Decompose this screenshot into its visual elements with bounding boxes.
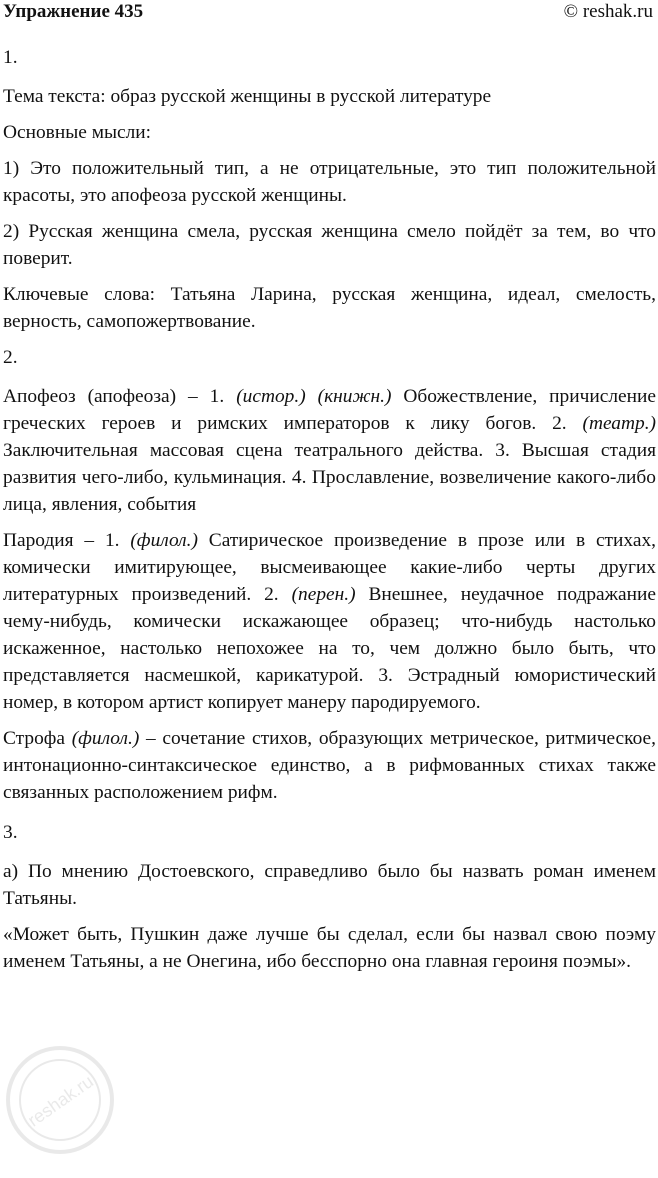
keywords: Ключевые слова: Татьяна Ларина, русская женщина, идеал, смелость, верность, самопожертвование. bbox=[3, 284, 656, 332]
text-theme: Тема текста: образ русской женщины в русской литературе bbox=[3, 86, 492, 107]
usage-mark: (театр.) bbox=[582, 413, 656, 434]
definition-apotheosis bbox=[3, 383, 656, 518]
page-header bbox=[0, 0, 658, 30]
definition-text: Заключительная массовая сцена театрального действа. 3. Высшая стадия развития чего-либо, кульминация. 4. Прославление, возвеличение какого-либо лица, явления, события bbox=[3, 440, 656, 515]
idea-1: 1) Это положительный тип, а не отрицательные, это тип положительной красоты, это апофеоза русской женщины. bbox=[3, 158, 656, 206]
usage-mark: (филол.) bbox=[71, 728, 140, 749]
dostoevsky-quote: «Может быть, Пушкин даже лучше бы сделал, если бы назвал свою поэму именем Татьяны, а не Онегина, ибо бесспорно она главная героиня поэмы». bbox=[3, 924, 656, 972]
usage-mark: (истор.) (книжн.) bbox=[236, 386, 392, 407]
definition-parody bbox=[3, 527, 656, 716]
definition-text: – сочетание стихов, образующих метрическое, ритмическое, интонационно-синтаксическое единство, а в рифмованных стихах также связанных расположением рифм. bbox=[3, 728, 656, 803]
idea-2: 2) Русская женщина смела, русская женщина смело пойдёт за тем, во что поверит. bbox=[3, 221, 656, 269]
watermark-text: reshak.ru bbox=[24, 1071, 98, 1131]
section-number: 2. bbox=[3, 347, 18, 368]
ideas-label: Основные мысли: bbox=[3, 122, 152, 143]
answer-body bbox=[3, 44, 656, 984]
usage-mark: (перен.) bbox=[291, 584, 356, 605]
definition-text: Внешнее, неудачное подражание чему-нибудь, комически искажающее образец; что-нибудь настолько искаженное, настолько непохожее на то, чем должно было быть, что представляется насмешкой, карикатурой. 3. Эстрадный юмористический номер, в котором артист копирует манеру пародируемого. bbox=[3, 584, 656, 713]
site-credit[interactable]: © reshak.ru bbox=[563, 1, 653, 22]
definition-text: Пародия – 1. bbox=[3, 530, 131, 551]
usage-mark: (филол.) bbox=[130, 530, 198, 551]
section-number: 1. bbox=[3, 47, 18, 68]
definition-text: Апофеоз (апофеоза) – 1. bbox=[3, 386, 237, 407]
definition-text: Сатирическое произведение в прозе или в стихах, комически имитирующее, высмеивающее какие-либо черты других литературных произведений. 2. bbox=[3, 530, 656, 605]
definition-stanza bbox=[3, 725, 656, 806]
section-number: 3. bbox=[3, 822, 18, 843]
definition-text: Обожествление, причисление греческих героев и римских императоров к лику богов. 2. bbox=[3, 386, 656, 434]
reshak-watermark-icon bbox=[0, 1040, 120, 1160]
answer-a: а) По мнению Достоевского, справедливо было бы назвать роман именем Татьяны. bbox=[3, 861, 656, 909]
definition-text: Строфа bbox=[3, 728, 72, 749]
exercise-title: Упражнение 435 bbox=[3, 1, 144, 22]
